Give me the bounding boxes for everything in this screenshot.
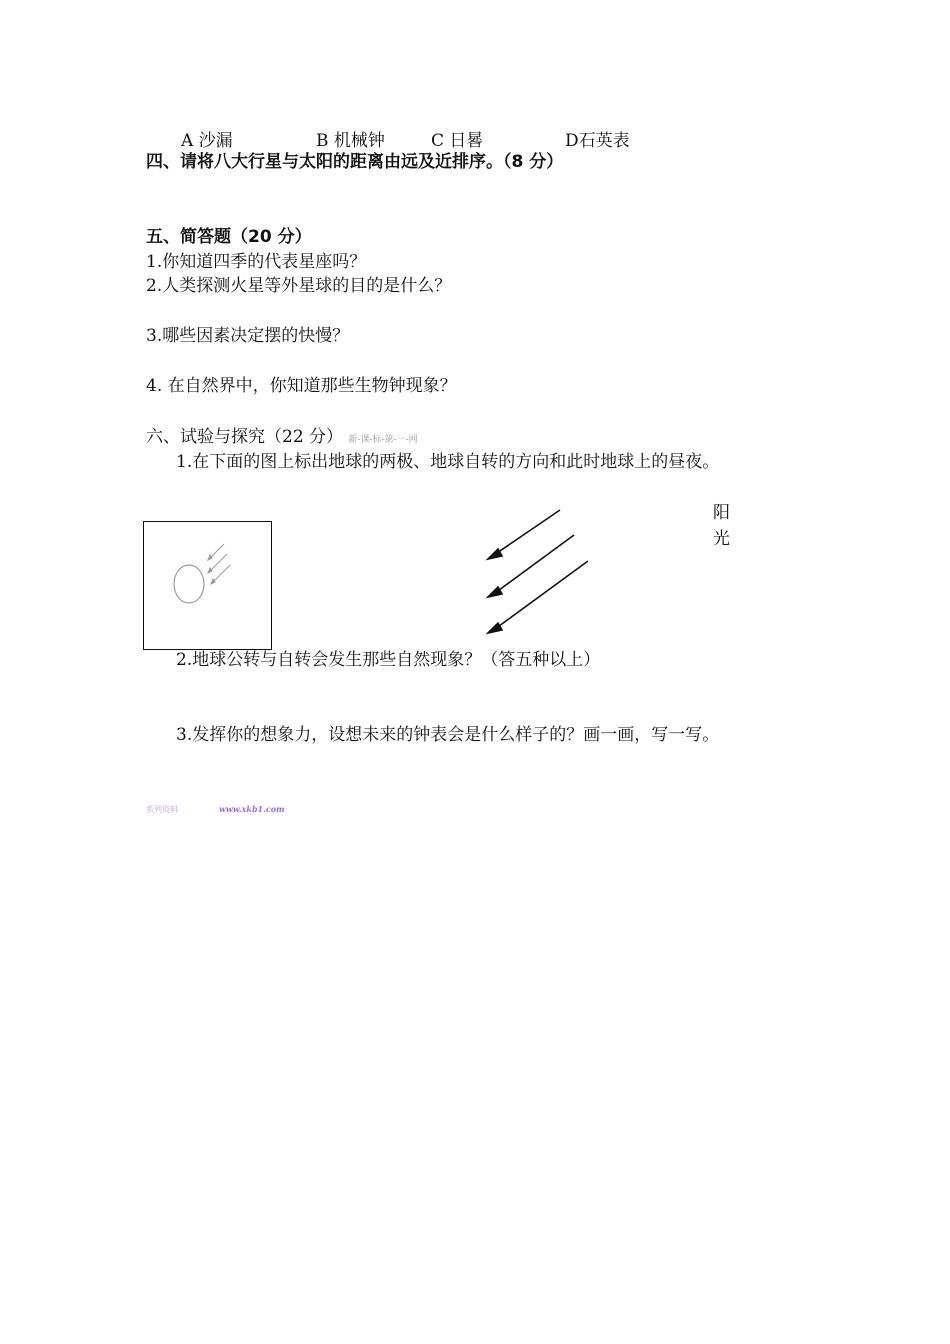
question-6-2: 2.地球公转与自转会发生那些自然现象？（答五种以上）: [176, 650, 601, 670]
small-sunlight-arrows: [208, 544, 230, 584]
section-5-heading: 五、简答题（20 分）: [146, 227, 312, 247]
footer-url: www.xkb1.com: [219, 804, 285, 814]
sunlight-arrows: [480, 505, 595, 640]
question-5-4: 4. 在自然界中，你知道那些生物钟现象？: [146, 376, 457, 396]
option-b: B 机械钟: [316, 131, 385, 151]
sunlight-label: [713, 500, 730, 552]
question-5-3: 3.哪些因素决定摆的快慢？: [146, 326, 350, 346]
section-4-heading: 四、请将八大行星与太阳的距离由远及近排序。（8 分）: [146, 152, 564, 172]
question-5-1: 1.你知道四季的代表星座吗？: [146, 252, 367, 272]
arrow-2: [495, 535, 574, 593]
sunlight-label-char-1: 阳: [713, 503, 730, 523]
footer-left-text: 系列资料: [146, 805, 178, 814]
arrow-1: [494, 510, 560, 555]
option-d: D石英表: [565, 131, 630, 151]
sunlight-label-char-2: 光: [713, 529, 730, 549]
option-a: A 沙漏: [181, 131, 233, 151]
earth-diagram: [144, 522, 273, 651]
question-5-2: 2.人类探测火星等外星球的目的是什么？: [146, 276, 452, 296]
watermark-text: 新-课-标-第-一-网: [348, 435, 418, 445]
earth-circle: [174, 565, 204, 603]
section-6-heading-row: [146, 426, 418, 451]
option-c: C 日晷: [431, 131, 484, 151]
section-6-heading: 六、试验与探究（22 分）: [146, 427, 344, 447]
arrow-3: [495, 561, 588, 629]
earth-figure-box: [143, 521, 272, 650]
question-6-1: 1.在下面的图上标出地球的两极、地球自转的方向和此时地球上的昼夜。: [176, 452, 720, 472]
question-6-3: 3.发挥你的想象力，设想未来的钟表会是什么样子的？画一画，写一写。: [176, 725, 720, 745]
